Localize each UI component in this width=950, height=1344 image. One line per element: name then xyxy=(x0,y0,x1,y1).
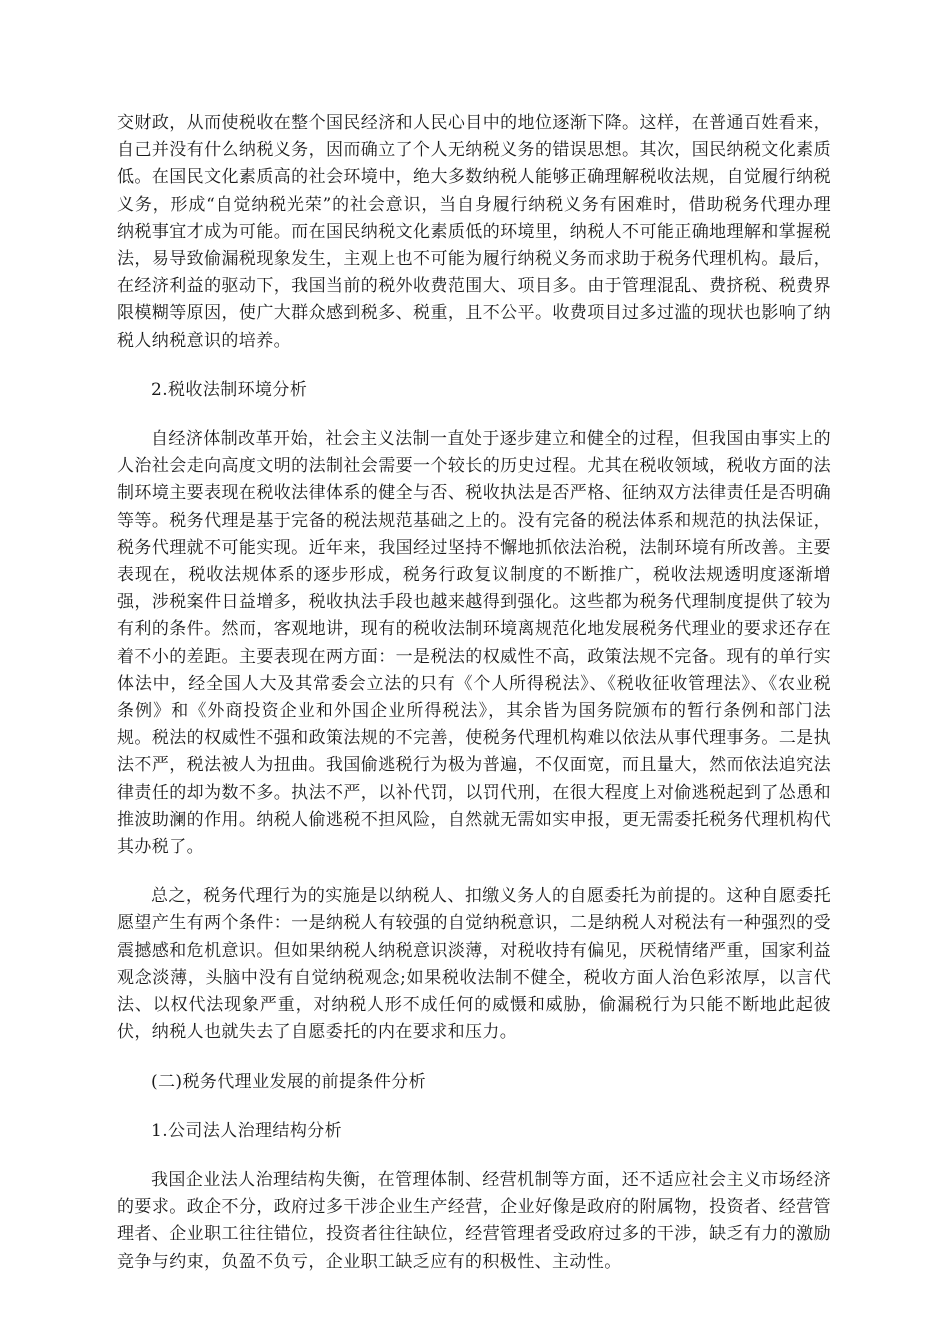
paragraph-legal-environment: 自经济体制改革开始，社会主义法制一直处于逐步建立和健全的过程，但我国由事实上的人治社会走向高度文明的法制社会需要一个较长的历史过程。尤其在税收领域，税收方面的法制环境主要表现在税收法律体系的健全与否、税收执法是否严格、征纳双方法律责任是否明确等等。税务代理是基于完备的税法规范基础之上的。没有完备的税法体系和规范的执法保证，税务代理就不可能实现。近年来，我国经过坚持不懈地抓依法治税，法制环境有所改善。主要表现在，税收法规体系的逐步形成，税务行政复议制度的不断推广，税收法规透明度逐渐增强，涉税案件日益增多，税收执法手段也越来越得到强化。这些都为税务代理制度提供了较为有利的条件。然而，客观地讲，现有的税收法制环境离规范化地发展税务代理业的要求还存在着不小的差距。主要表现在两方面：一是税法的权威性不高，政策法规不完备。现有的单行实体法中，经全国人大及其常委会立法的只有《个人所得税法》、《税收征收管理法》、《农业税条例》和《外商投资企业和外国企业所得税法》，其余皆为国务院颁布的暂行条例和部门法规。税法的权威性不强和政策法规的不完善，使税务代理机构难以依法从事代理事务。二是执法不严，税法被人为扭曲。我国偷逃税行为极为普遍，不仅面宽，而且量大，然而依法追究法律责任的却为数不多。执法不严，以补代罚，以罚代刑，在很大程度上对偷逃税起到了怂恿和推波助澜的作用。纳税人偷逃税不担风险，自然就无需如实申报，更无需委托税务代理机构代其办税了。 xyxy=(117,429,831,858)
paragraph-corporate-governance: 我国企业法人治理结构失衡，在管理体制、经营机制等方面，还不适应社会主义市场经济的要求。政企不分，政府过多干涉企业生产经营，企业好像是政府的附属物，投资者、经营管理者、企业职工往往错位，投资者往往缺位，经营管理者受政府过多的干涉，缺乏有力的激励竞争与约束，负盈不负亏，企业职工缺乏应有的积极性、主动性。 xyxy=(117,1169,831,1272)
section-heading-tax-legal-environment: 2.税收法制环境分析 xyxy=(151,379,308,400)
paragraph-tax-culture: 交财政，从而使税收在整个国民经济和人民心目中的地位逐渐下降。这样，在普通百姓看来，自己并没有什么纳税义务，因而确立了个人无纳税义务的错误思想。其次，国民纳税文化素质低。在国民文化素质高的社会环境中，绝大多数纳税人能够正确理解税收法规，自觉履行纳税义务，形成“自觉纳税光荣”的社会意识，当自身履行纳税义务有困难时，借助税务代理办理纳税事宜才成为可能。而在国民纳税文化素质低的环境里，纳税人不可能正确地理解和掌握税法，易导致偷漏税现象发生，主观上也不可能为履行纳税义务而求助于税务代理机构。最后，在经济利益的驱动下，我国当前的税外收费范围大、项目多。由于管理混乱、费挤税、税费界限模糊等原因，使广大群众感到税多、税重，且不公平。收费项目过多过滥的现状也影响了纳税人纳税意识的培养。 xyxy=(117,113,831,351)
section-heading-corporate-governance: 1.公司法人治理结构分析 xyxy=(151,1120,343,1141)
document-page xyxy=(117,110,831,1276)
section-heading-prerequisites: (二)税务代理业发展的前提条件分析 xyxy=(151,1071,427,1092)
paragraph-summary: 总之，税务代理行为的实施是以纳税人、扣缴义务人的自愿委托为前提的。这种自愿委托愿望产生有两个条件：一是纳税人有较强的自觉纳税意识，二是纳税人对税法有一种强烈的受震撼感和危机意识。但如果纳税人纳税意识淡薄，对税收持有偏见，厌税情绪严重，国家利益观念淡薄，头脑中没有自觉纳税观念;如果税收法制不健全，税收方面人治色彩浓厚，以言代法、以权代法现象严重，对纳税人形不成任何的威慑和威胁，偷漏税行为只能不断地此起彼伏，纳税人也就失去了自愿委托的内在要求和压力。 xyxy=(117,886,831,1043)
